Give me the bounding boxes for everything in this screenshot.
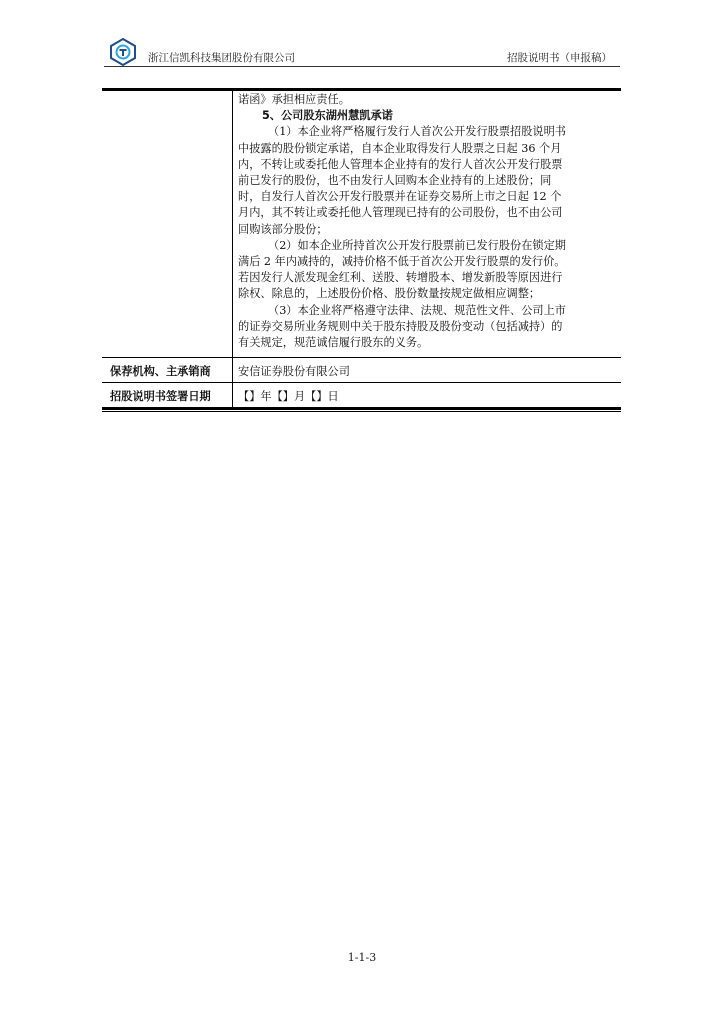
table-column-divider <box>232 91 233 407</box>
text-line: 若因发行人派发现金红利、送股、转增股本、增发新股等原因进行 <box>238 271 563 285</box>
header-divider <box>104 66 620 67</box>
text-line: 回购该部分股份； <box>238 222 328 236</box>
commitment-text <box>238 92 566 351</box>
text-line: 诺函》承担相应责任。 <box>238 93 350 106</box>
table-bottom-rule-thin <box>102 411 621 412</box>
row-divider <box>102 382 621 383</box>
sponsor-label: 保荐机构、主承销商 <box>110 365 211 378</box>
text-line: （2）如本企业所持首次公开发行股票前已发行股份在锁定期 <box>268 238 566 252</box>
text-line: （3）本企业将严格遵守法律、法规、规范性文件、公司上市 <box>268 303 566 317</box>
text-line: 有关规定，规范诚信履行股东的义务。 <box>238 336 429 350</box>
signing-date-label: 招股说明书签署日期 <box>110 390 211 403</box>
document-type: 招股说明书（申报稿） <box>507 52 612 64</box>
text-line: 月内，其不转让或委托他人管理现已持有的公司股份，也不由公司 <box>238 206 563 220</box>
page-number: 1-1-3 <box>347 951 377 964</box>
row-divider <box>102 357 621 358</box>
text-line: 除权、除息的，上述股份价格、股份数量按规定做相应调整； <box>238 287 541 301</box>
text-line: 中披露的股份锁定承诺，自本企业取得发行人股票之日起 36 个月 <box>238 141 562 155</box>
table-top-rule <box>102 88 621 91</box>
sponsor-value: 安信证券股份有限公司 <box>238 365 350 378</box>
section-heading: 5、公司股东湖州慧凯承诺 <box>262 109 393 123</box>
company-name: 浙江信凯科技集团股份有限公司 <box>148 52 295 64</box>
signing-date-value: 【】年【】月【】日 <box>238 390 339 403</box>
text-line: 内，不转让或委托他人管理本企业持有的发行人首次公开发行股票 <box>238 157 563 171</box>
text-line: （1）本企业将严格履行发行人首次公开发行股票招股说明书 <box>268 125 566 139</box>
table-bottom-rule <box>102 407 621 410</box>
text-line: 满后 2 年内减持的，减持价格不低于首次公开发行股票的发行价。 <box>238 255 566 269</box>
text-line: 时，自发行人首次公开发行股票并在证券交易所上市之日起 12 个 <box>238 190 562 204</box>
text-line: 前已发行的股份，也不由发行人回购本企业持有的上述股份；同 <box>238 174 552 188</box>
company-logo-icon <box>108 38 138 66</box>
text-line: 的证券交易所业务规则中关于股东持股及股份变动（包括减持）的 <box>238 319 563 333</box>
